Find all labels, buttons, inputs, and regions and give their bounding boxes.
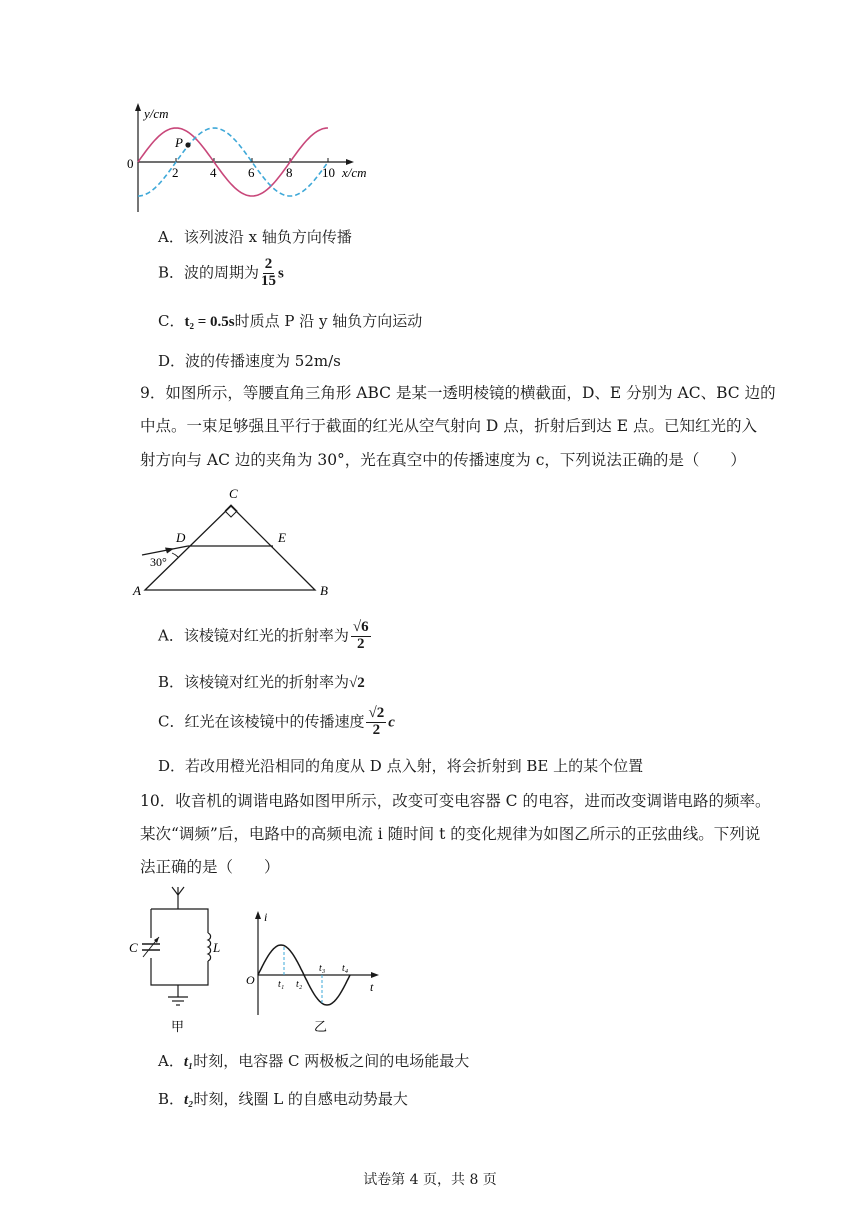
x-tick-4: 4 <box>210 165 217 180</box>
fraction-numerator: 2 <box>264 256 273 272</box>
t1-label: t₁ <box>278 979 285 990</box>
q10-option-a-prefix: A． <box>158 1052 184 1070</box>
vertex-b-label: B <box>320 583 328 598</box>
page-footer: 试卷第 4 页，共 8 页 <box>363 1172 497 1188</box>
q9-option-a-text: A．该棱镜对红光的折射率为 <box>158 626 349 645</box>
q8-option-b-text: B．波的周期为 <box>158 263 260 282</box>
point-p-dot <box>185 142 190 147</box>
i-axis-label: i <box>264 910 268 924</box>
q9-option-a <box>158 620 373 653</box>
x-tick-8: 8 <box>286 165 293 180</box>
q9-option-d: D．若改用橙光沿相同的角度从 D 点入射，将会折射到 BE 上的某个位置 <box>158 757 644 775</box>
t3-label: t₃ <box>319 963 326 974</box>
q9-line-1: 9．如图所示，等腰直角三角形 ABC 是某一透明棱镜的横截面，D、E 分别为 AC、BC 边的 <box>140 384 776 402</box>
q8-option-b <box>158 257 284 290</box>
q8-option-c <box>158 310 422 331</box>
q9-line-2: 中点。一束足够强且平行于截面的红光从空气射向 D 点，折射后到达 E 点。已知红光的入 <box>140 417 757 435</box>
t2-label: t₂ <box>296 979 303 990</box>
graph-caption: 乙 <box>314 1019 328 1034</box>
x-tick-6: 6 <box>248 165 255 180</box>
point-p-label: P <box>175 135 183 150</box>
q10-line-3: 法正确的是（ ） <box>140 858 280 876</box>
q10-option-a <box>158 1050 469 1071</box>
q10-line-2: 某次“调频”后，电路中的高频电流 i 随时间 t 的变化规律为如图乙所示的正弦曲线。下列说 <box>140 825 761 843</box>
q10-option-b-suffix: 时刻，线圈 L 的自感电动势最大 <box>193 1090 408 1108</box>
q10-option-a-suffix: 时刻，电容器 C 两极板之间的电场能最大 <box>193 1052 470 1070</box>
prism-figure <box>130 484 340 599</box>
capacitor-c-label: C <box>129 940 138 955</box>
x-axis-label: x/cm <box>342 165 367 180</box>
inductor-l-label: L <box>213 940 221 955</box>
q8-option-c-math: t₂ = 0.5s <box>184 314 235 330</box>
q9-option-c-fraction <box>366 706 386 739</box>
point-e-label: E <box>278 530 286 545</box>
q9-option-a-fraction <box>351 620 371 653</box>
circuit-caption: 甲 <box>171 1019 185 1034</box>
fraction-denominator: 2 <box>372 721 381 738</box>
current-graph-figure <box>242 905 387 1035</box>
q9-option-b <box>158 671 365 692</box>
q8-option-b-unit: s <box>278 265 284 282</box>
fraction-denominator: 2 <box>356 635 365 652</box>
q10-option-b-prefix: B． <box>158 1090 185 1108</box>
vertex-c-label: C <box>229 486 238 501</box>
q9-option-b-text: B．该棱镜对红光的折射率为 <box>158 673 350 691</box>
t-axis-label: t <box>370 980 374 994</box>
q9-option-c <box>158 706 395 739</box>
q8-option-c-suffix: 时质点 P 沿 y 轴负方向运动 <box>234 312 423 330</box>
q8-option-d: D．波的传播速度为 52m/s <box>158 352 341 370</box>
q10-option-b-math: t₂ <box>184 1092 194 1108</box>
x-tick-10: 10 <box>322 165 335 180</box>
point-d-label: D <box>176 530 186 545</box>
origin-label: 0 <box>127 156 134 171</box>
origin-o-label: O <box>246 973 255 987</box>
q8-option-a: A．该列波沿 x 轴负方向传播 <box>158 228 352 246</box>
q9-option-c-text: C．红光在该棱镜中的传播速度 <box>158 712 365 731</box>
fraction-numerator: √6 <box>352 619 369 635</box>
t4-label: t₄ <box>342 963 349 974</box>
tuning-circuit-figure <box>125 883 225 1038</box>
q10-line-1: 10．收音机的调谐电路如图甲所示，改变可变电容器 C 的电容，进而改变调谐电路的频率。 <box>140 792 771 810</box>
q9-line-3: 射方向与 AC 边的夹角为 30°，光在真空中的传播速度为 c，下列说法正确的是（ ） <box>140 451 746 469</box>
x-tick-2: 2 <box>172 165 179 180</box>
q10-option-b <box>158 1088 408 1109</box>
fraction-numerator: √2 <box>368 705 385 721</box>
q8-option-c-prefix: C． <box>158 312 185 330</box>
q9-option-b-value: √2 <box>349 675 365 691</box>
angle-label: 30° <box>150 555 167 569</box>
q9-option-c-unit: c <box>388 714 395 731</box>
wave-figure <box>120 100 380 215</box>
y-axis-label: y/cm <box>144 106 169 121</box>
vertex-a-label: A <box>133 583 141 598</box>
q8-option-b-fraction <box>261 257 276 290</box>
fraction-denominator: 15 <box>261 272 277 289</box>
q10-option-a-math: t₁ <box>183 1054 194 1070</box>
